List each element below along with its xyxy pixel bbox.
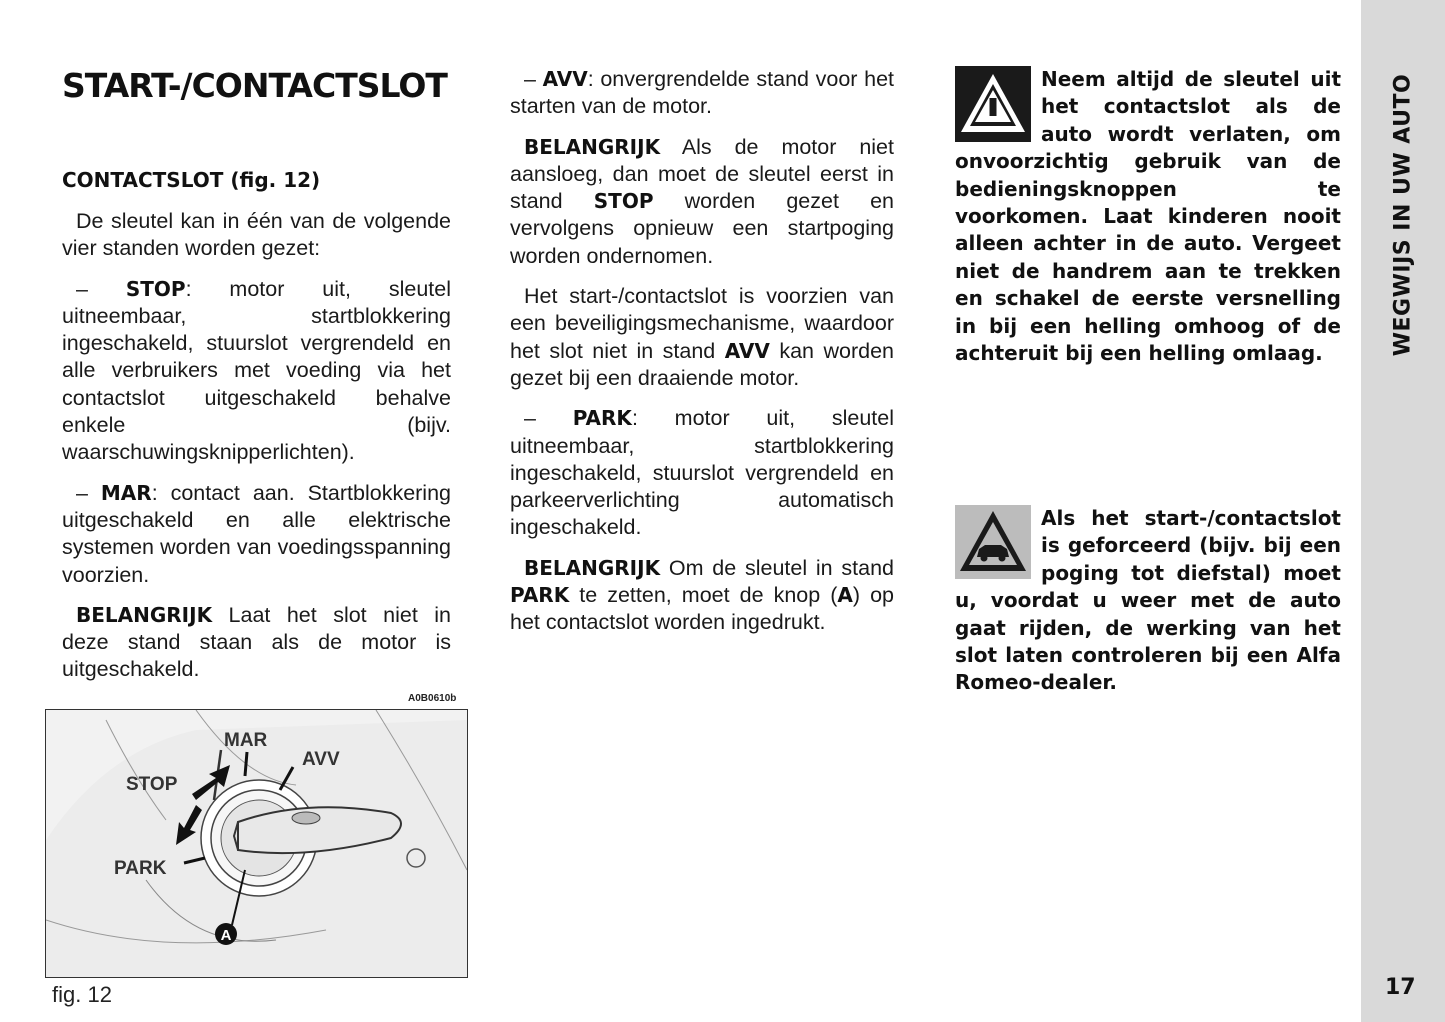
warning-triangle-exclamation-icon	[955, 66, 1031, 142]
warning-2-text: Als het start-/contactslot is geforceerd (bijv. bij een poging tot diefstal) moet u, voordat u weer met de auto gaat rijden, de werking van het slot laten controleren bij een Alfa Romeo-dealer.	[955, 506, 1341, 695]
belangrijk-paragraph-2: BELANGRIJK Om de sleutel in stand PARK te zetten, moet de knop (A) op het contactslot worden ingedrukt.	[510, 555, 894, 635]
label-a: A	[220, 927, 232, 944]
chapter-label: WEGWIJS IN UW AUTO	[1390, 73, 1416, 357]
avv-keyword: AVV	[542, 67, 588, 91]
text-column-1	[62, 208, 451, 697]
safety-paragraph: Het start-/contactslot is voorzien van een beveiligingsmechanisme, waardoor het slot niet in stand AVV kan worden gezet bij een draaiende motor.	[510, 284, 894, 390]
warning-1-text: Neem altijd de sleutel uit het contactslot als de auto wordt verlaten, om onvoorzichtig gebruik van de bedieningsknoppen te voorkomen. Laat kinderen nooit alleen achter in de auto. Vergeet niet de handrem aan te trekken en schakel de eerste versnelling in bij een helling omhoog of de achteruit bij een helling omlaag.	[955, 67, 1341, 366]
text-column-2	[510, 66, 894, 650]
figure-ignition-lock	[45, 709, 468, 978]
warning-box-1	[955, 66, 1341, 367]
avv-paragraph: – AVV: onvergrendelde stand voor het starten van de motor.	[510, 67, 894, 119]
chapter-tab	[1361, 0, 1445, 440]
stop-keyword: STOP	[125, 276, 186, 301]
mar-paragraph: – MAR: contact aan. Startblokkering uitgeschakeld en alle elektrische systemen worden van voedingsspanning voorzien.	[62, 480, 451, 587]
mar-keyword: MAR	[100, 480, 152, 505]
page-title: START-/CONTACTSLOT	[62, 66, 447, 105]
section-subtitle: CONTACTSLOT (fig. 12)	[62, 168, 321, 192]
ignition-lock-illustration	[46, 710, 467, 977]
figure-caption: fig. 12	[52, 982, 112, 1007]
label-park: PARK	[114, 858, 167, 879]
label-mar: MAR	[224, 730, 268, 751]
belangrijk-paragraph-1: BELANGRIJK Als de motor niet aansloeg, dan moet de sleutel eerst in stand STOP worden gezet en vervolgens opnieuw een startpoging worden ondernomen.	[510, 134, 894, 268]
park-paragraph: – PARK: motor uit, sleutel uitneembaar, startblokkering ingeschakeld, stuurslot vergrendeld en parkeerverlichting automatisch ingeschakeld.	[510, 406, 894, 540]
figure-code: A0B0610b	[408, 693, 457, 704]
stop-paragraph: – STOP: motor uit, sleutel uitneembaar, startblokkering ingeschakeld, stuurslot vergrendeld en alle verbruikers met voeding via het contactslot uitgeschakeld behalve enkele (bijv. waarschuwingsknipperlichten).	[62, 276, 451, 465]
warning-triangle-car-icon	[955, 505, 1031, 579]
belangrijk-keyword: BELANGRIJK	[76, 602, 213, 627]
belangrijk-paragraph: BELANGRIJK Laat het slot niet in deze stand staan als de motor is uitgeschakeld.	[62, 602, 451, 682]
intro-paragraph: De sleutel kan in één van de volgende vier standen worden gezet:	[62, 209, 451, 261]
label-avv: AVV	[302, 749, 340, 770]
warning-box-2	[955, 505, 1341, 697]
page-number: 17	[1385, 975, 1416, 1000]
label-stop: STOP	[126, 774, 178, 795]
park-keyword: PARK	[572, 406, 632, 431]
